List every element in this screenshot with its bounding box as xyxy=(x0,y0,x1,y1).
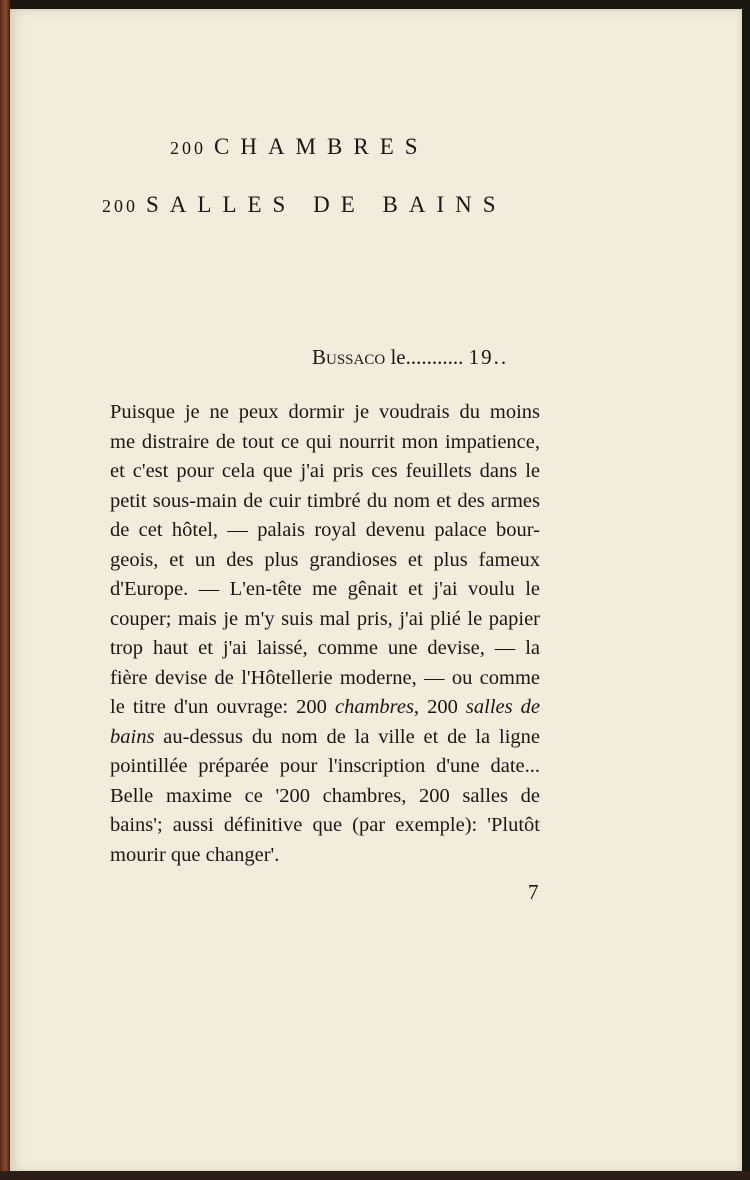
text-line: pointillée préparée pour l'inscription d'une date... xyxy=(110,755,540,777)
page-bottom-edge xyxy=(0,1171,750,1180)
dateline-place: Bussaco xyxy=(312,345,386,369)
text-italic: salles de xyxy=(465,696,540,718)
dateline-year: 19.. xyxy=(468,345,509,369)
text-segment: , 200 xyxy=(413,696,466,718)
heading-chambres xyxy=(170,134,429,160)
text-line: me distraire de tout ce qui nourrit mon impatience, xyxy=(110,430,540,453)
text-segment: le titre d'un ouvrage: 200 xyxy=(110,696,335,718)
text-line: Belle maxime ce '200 chambres, 200 salles de xyxy=(110,784,540,807)
text-line: bains'; aussi définitive que (par exemple): 'Plutôt xyxy=(110,814,540,836)
text-italic: chambres xyxy=(334,696,414,718)
text-line: et c'est pour cela que j'ai pris ces feuillets dans le xyxy=(110,460,540,482)
heading-word: CHAMBRES xyxy=(214,134,429,159)
text-line: petit sous-main de cuir timbré du nom et des armes xyxy=(110,489,540,512)
text-line: Puisque je ne peux dormir je voudrais du moins xyxy=(110,401,540,423)
text-line: fière devise de l'Hôtellerie moderne, — ou comme xyxy=(110,666,540,689)
dateline xyxy=(312,345,508,370)
heading-number: 200 xyxy=(102,196,138,216)
text-segment: au-dessus du nom de la ville et de la ligne xyxy=(154,725,540,748)
heading-number: 200 xyxy=(170,138,206,158)
text-line: trop haut et j'ai laissé, comme une devise, — la xyxy=(110,637,540,659)
book-spine-edge xyxy=(0,0,10,1180)
text-line: d'Europe. — L'en-tête me gênait et j'ai voulu le xyxy=(110,578,540,600)
text-line: mourir que changer'. xyxy=(110,843,280,866)
text-line: de cet hôtel, — palais royal devenu palace bour- xyxy=(110,519,540,541)
text-line: couper; mais je m'y suis mal pris, j'ai plié le papier xyxy=(110,607,540,630)
text-line xyxy=(110,693,540,723)
text-line xyxy=(110,723,540,753)
body-paragraph xyxy=(110,398,540,870)
text-italic: bains xyxy=(110,725,155,748)
text-line: geois, et un des plus grandioses et plus fameux xyxy=(110,548,540,571)
heading-salles-de-bains xyxy=(102,192,507,218)
page-number: 7 xyxy=(528,880,539,904)
heading-word: SALLES DE BAINS xyxy=(146,192,507,217)
dateline-text: le........... xyxy=(385,345,469,369)
